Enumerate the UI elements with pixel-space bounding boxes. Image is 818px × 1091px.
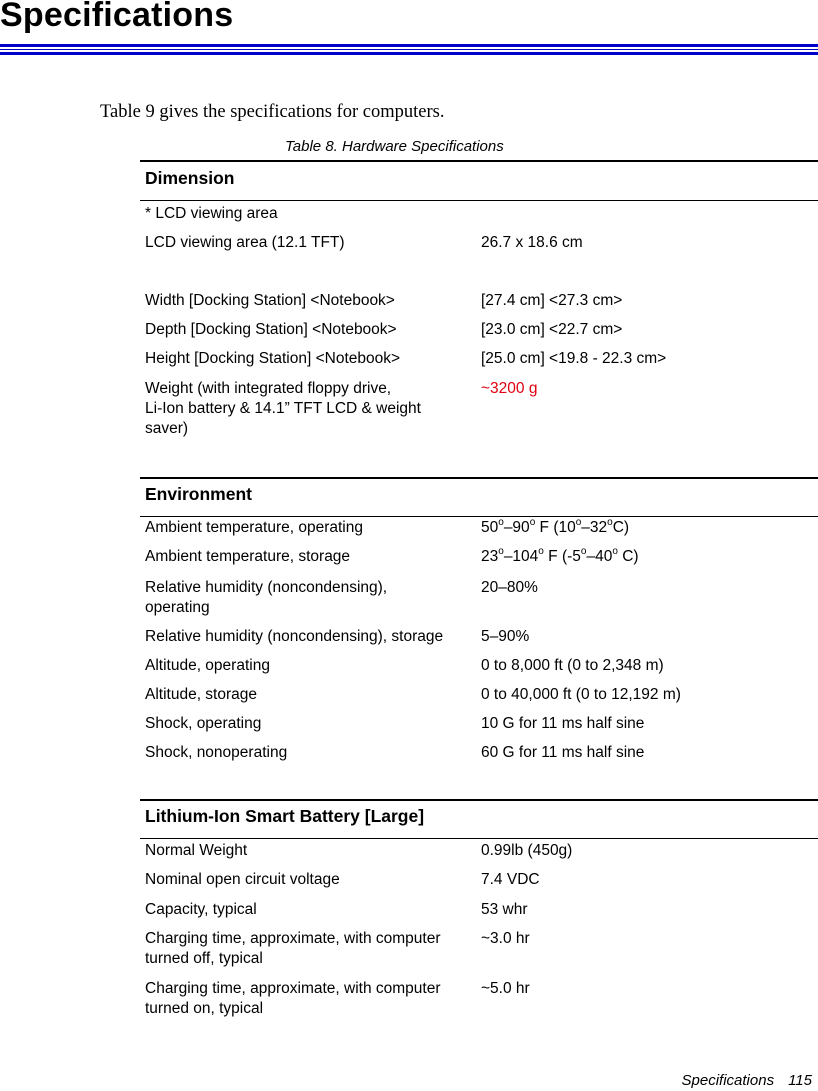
row-value: 60 G for 11 ms half sine bbox=[481, 744, 645, 761]
row-label: Nominal open circuit voltage bbox=[145, 871, 340, 888]
row-label bbox=[145, 379, 470, 439]
row-value: 53 whr bbox=[481, 901, 528, 918]
row-label: Ambient temperature, operating bbox=[145, 519, 363, 536]
row-label: Altitude, operating bbox=[145, 657, 270, 674]
label-line: turned on, typical bbox=[145, 1000, 264, 1017]
section-heading-battery: Lithium-Ion Smart Battery [Large] bbox=[145, 806, 425, 826]
section-rule bbox=[140, 477, 818, 479]
title-rule bbox=[0, 49, 818, 50]
title-rule bbox=[0, 44, 818, 47]
row-value: 0.99lb (450g) bbox=[481, 842, 573, 859]
row-label: Shock, operating bbox=[145, 715, 262, 732]
dimension-note: * LCD viewing area bbox=[145, 205, 278, 222]
row-label: Ambient temperature, storage bbox=[145, 548, 351, 565]
page-number: 115 bbox=[788, 1072, 812, 1089]
label-line: operating bbox=[145, 599, 210, 616]
row-value: ~5.0 hr bbox=[481, 980, 530, 997]
row-label: Height [Docking Station] <Notebook> bbox=[145, 350, 401, 367]
row-label: Width [Docking Station] <Notebook> bbox=[145, 292, 395, 309]
row-value: 50$^o$–90$^o$ F (10$^o$–32$^o$C) bbox=[481, 516, 630, 536]
row-label: Depth [Docking Station] <Notebook> bbox=[145, 321, 397, 338]
section-rule bbox=[140, 200, 818, 201]
label-line: Relative humidity (noncondensing), bbox=[145, 579, 388, 596]
section-heading-dimension: Dimension bbox=[145, 168, 235, 188]
row-value: ~3.0 hr bbox=[481, 930, 530, 947]
label-line: turned off, typical bbox=[145, 950, 263, 967]
footer-section: Specifications bbox=[681, 1072, 775, 1089]
label-line: Charging time, approximate, with computer bbox=[145, 930, 441, 947]
row-value: 10 G for 11 ms half sine bbox=[481, 715, 645, 732]
title-rule bbox=[0, 52, 818, 55]
section-rule bbox=[140, 799, 818, 801]
row-value-highlighted: ~3200 g bbox=[481, 380, 538, 397]
row-label: Normal Weight bbox=[145, 842, 248, 859]
row-label: Shock, nonoperating bbox=[145, 744, 288, 761]
row-value: 5–90% bbox=[481, 628, 530, 645]
row-value: 7.4 VDC bbox=[481, 871, 540, 888]
label-line: saver) bbox=[145, 420, 189, 437]
row-value: 0 to 8,000 ft (0 to 2,348 m) bbox=[481, 657, 664, 674]
row-label: Relative humidity (noncondensing), storage bbox=[145, 628, 444, 645]
label-line: Weight (with integrated floppy drive, bbox=[145, 380, 392, 397]
row-label bbox=[145, 578, 470, 618]
section-rule bbox=[140, 838, 818, 839]
section-rule bbox=[140, 516, 818, 517]
row-value: [23.0 cm] <22.7 cm> bbox=[481, 321, 623, 338]
row-value: 20–80% bbox=[481, 579, 538, 596]
page-title: Specifications bbox=[0, 0, 234, 34]
label-line: Charging time, approximate, with computer bbox=[145, 980, 441, 997]
row-label: Altitude, storage bbox=[145, 686, 258, 703]
row-value: [27.4 cm] <27.3 cm> bbox=[481, 292, 623, 309]
row-label: Capacity, typical bbox=[145, 901, 257, 918]
row-label: LCD viewing area (12.1 TFT) bbox=[145, 234, 345, 251]
row-value: 0 to 40,000 ft (0 to 12,192 m) bbox=[481, 686, 681, 703]
row-value: [25.0 cm] <19.8 - 22.3 cm> bbox=[481, 350, 667, 367]
label-line: Li-Ion battery & 14.1” TFT LCD & weight bbox=[145, 400, 421, 417]
table-caption: Table 8. Hardware Specifications bbox=[285, 138, 504, 155]
row-label bbox=[145, 929, 480, 969]
page-footer bbox=[682, 1072, 812, 1089]
section-heading-environment: Environment bbox=[145, 484, 252, 504]
intro-text: Table 9 gives the specifications for computers. bbox=[100, 102, 445, 122]
row-label bbox=[145, 979, 480, 1019]
row-value: 26.7 x 18.6 cm bbox=[481, 234, 583, 251]
section-rule bbox=[140, 160, 818, 162]
row-value: 23$^o$–104$^o$ F (-5$^o$–40$^o$ C) bbox=[481, 545, 639, 565]
